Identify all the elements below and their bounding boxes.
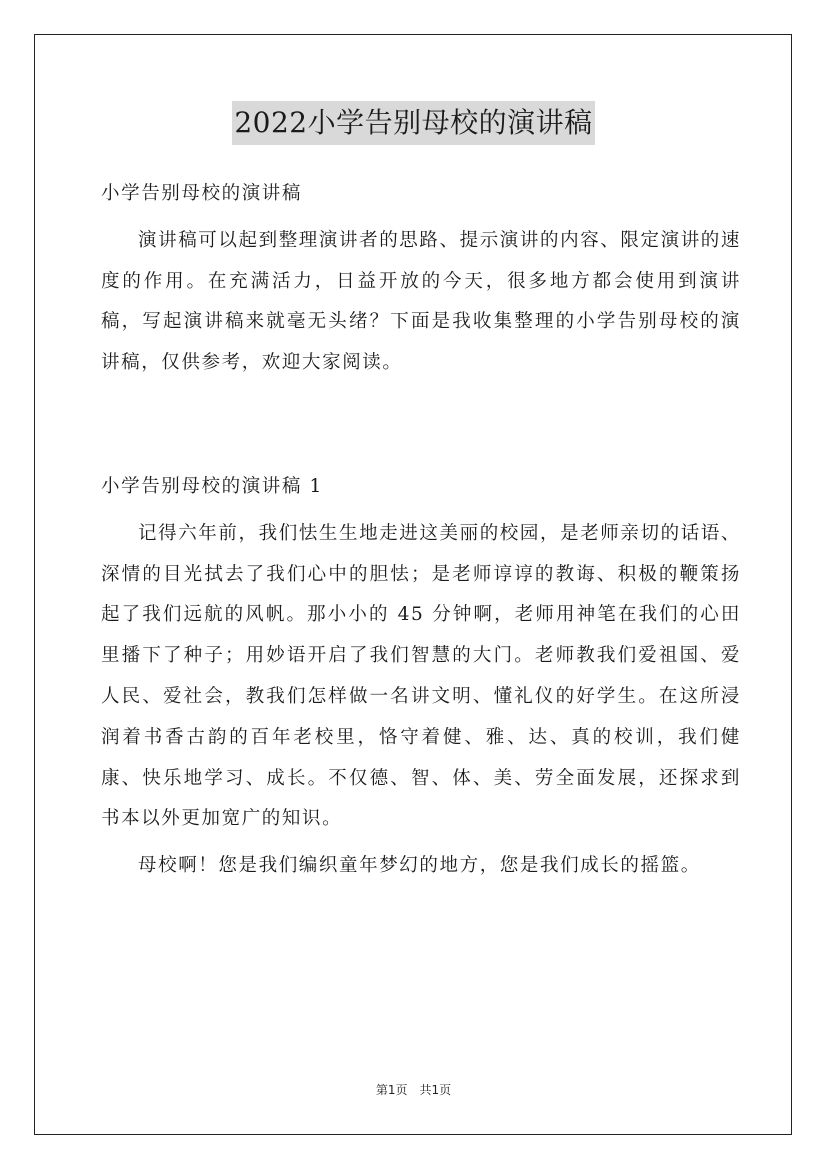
section-spacer xyxy=(101,384,741,467)
body-paragraph-1: 记得六年前，我们怯生生地走进这美丽的校园，是老师亲切的话语、深情的目光拭去了我们心中的胆怯；是老师谆谆的教诲、积极的鞭策扬起了我们远航的风帆。那小小的 45 分钟啊，老师用神笔在我们的心田里播下了种子；用妙语开启了我们智慧的大门。老师教我们爱祖国、爱人民、爱社会，教我们怎样做一名讲文明、懂礼仪的好学生。在这所浸润着书香古韵的百年老校里，恪守着健、雅、达、真的校训，我们健康、快乐地学习、成长。不仅德、智、体、美、劳全面发展，还探求到书本以外更加宽广的知识。 xyxy=(101,522,742,830)
title-container xyxy=(0,101,827,145)
document-title: 2022小学告别母校的演讲稿 xyxy=(232,101,594,145)
body-paragraph-2: 母校啊！您是我们编织童年梦幻的地方，您是我们成长的摇篮。 xyxy=(138,855,701,877)
subheading-main: 小学告别母校的演讲稿 xyxy=(101,183,303,204)
document-body xyxy=(101,174,741,887)
page-footer xyxy=(0,1081,827,1098)
intro-paragraph: 演讲稿可以起到整理演讲者的思路、提示演讲的内容、限定演讲的速度的作用。在充满活力，日益开放的今天，很多地方都会使用到演讲稿，写起演讲稿来就毫无头绪？下面是我收集整理的小学告别母校的演讲稿，仅供参考，欢迎大家阅读。 xyxy=(101,229,742,374)
subheading-section-1: 小学告别母校的演讲稿 1 xyxy=(101,475,323,497)
page-number: 第1页 共1页 xyxy=(375,1083,452,1097)
